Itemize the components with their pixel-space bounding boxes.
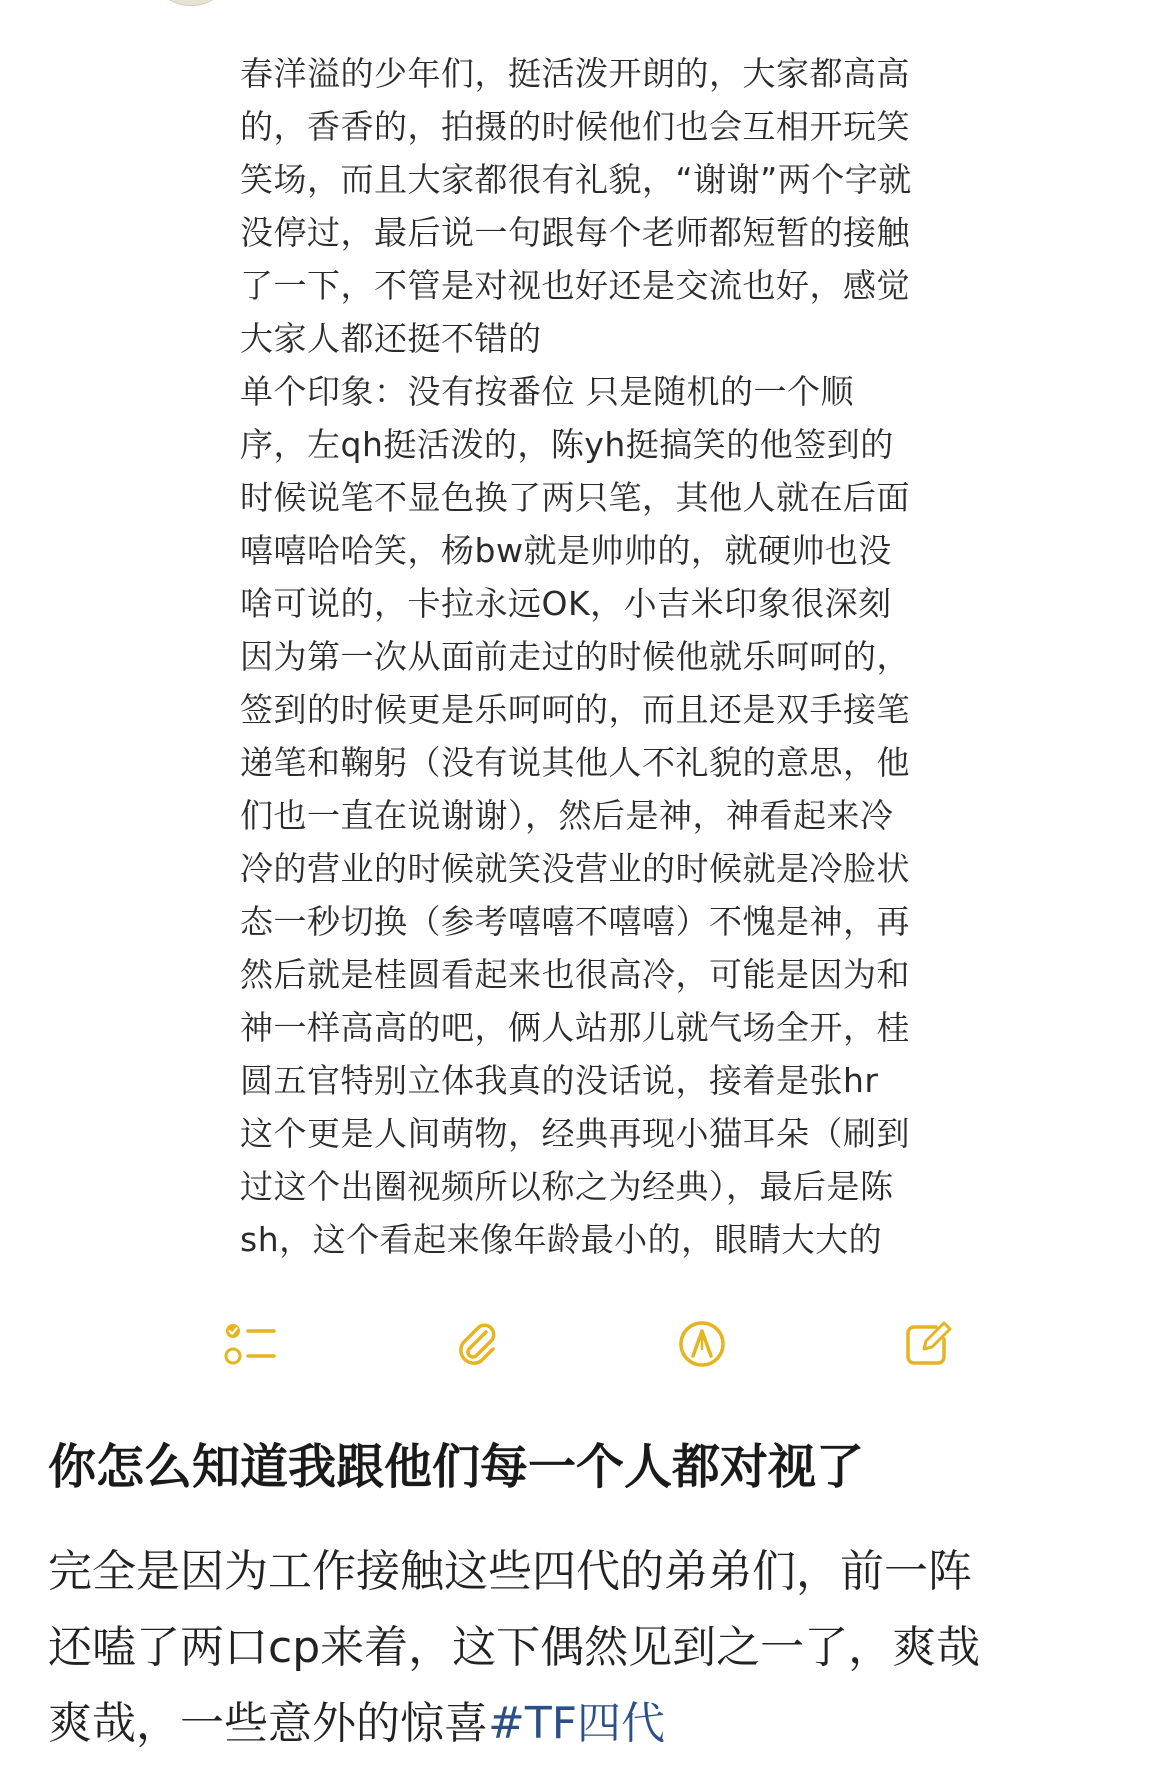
note-line: 了一下，不管是对视也好还是交流也好，感觉 <box>240 266 910 305</box>
note-line: 春洋溢的少年们，挺活泼开朗的，大家都高高 <box>240 54 910 93</box>
note-line: 的，香香的，拍摄的时候他们也会互相开玩笑 <box>240 107 910 146</box>
post-body <box>48 1534 1138 1762</box>
note-line: sh，这个看起来像年龄最小的，眼睛大大的 <box>240 1220 883 1259</box>
markup-pen-icon <box>677 1319 727 1369</box>
note-line: 序，左qh挺活泼的，陈yh挺搞笑的他签到的 <box>240 425 894 464</box>
note-line: 嘻嘻哈哈笑，杨bw就是帅帅的，就硬帅也没 <box>240 531 892 570</box>
note-line: 递笔和鞠躬（没有说其他人不礼貌的意思，他 <box>240 743 910 782</box>
note-line: 单个印象：没有按番位 只是随机的一个顺 <box>240 372 854 411</box>
checklist-icon <box>224 1320 280 1368</box>
checklist-button[interactable] <box>220 1312 284 1376</box>
note-line: 圆五官特别立体我真的没话说，接着是张hr <box>240 1061 879 1100</box>
note-line: 态一秒切换（参考嘻嘻不嘻嘻）不愧是神，再 <box>240 902 910 941</box>
post-body-line <box>48 1686 1138 1762</box>
note-line: 这个更是人间萌物，经典再现小猫耳朵（刷到 <box>240 1114 910 1153</box>
note-toolbar <box>200 1312 980 1382</box>
paperclip-icon <box>453 1318 501 1370</box>
note-line: 啥可说的，卡拉永远OK，小吉米印象很深刻 <box>240 584 892 623</box>
compose-button[interactable] <box>895 1312 959 1376</box>
post-body-line: 还嗑了两口cp来着，这下偶然见到之一了，爽哉 <box>48 1622 981 1673</box>
post-title: 你怎么知道我跟他们每一个人都对视了 <box>48 1439 865 1495</box>
note-line: 神一样高高的吧，俩人站那儿就气场全开，桂 <box>240 1008 910 1047</box>
compose-icon <box>902 1319 952 1369</box>
avatar <box>150 0 232 6</box>
note-line: 没停过，最后说一句跟每个老师都短暂的接触 <box>240 213 910 252</box>
attach-button[interactable] <box>445 1312 509 1376</box>
post-body-line: 完全是因为工作接触这些四代的弟弟们，前一阵 <box>48 1546 972 1597</box>
hashtag-link[interactable]: #TF四代 <box>488 1698 666 1749</box>
note-line: 冷的营业的时候就笑没营业的时候就是冷脸状 <box>240 849 910 888</box>
note-line: 签到的时候更是乐呵呵的，而且还是双手接笔 <box>240 690 910 729</box>
note-line: 然后就是桂圆看起来也很高冷，可能是因为和 <box>240 955 910 994</box>
note-line: 大家人都还挺不错的 <box>240 319 542 358</box>
markup-button[interactable] <box>670 1312 734 1376</box>
note-body <box>240 47 940 1266</box>
note-line: 因为第一次从面前走过的时候他就乐呵呵的， <box>240 637 910 676</box>
post-body-line-text: 爽哉，一些意外的惊喜 <box>48 1698 488 1749</box>
note-line: 过这个出圈视频所以称之为经典），最后是陈 <box>240 1167 894 1206</box>
note-line: 们也一直在说谢谢），然后是神，神看起来冷 <box>240 796 894 835</box>
note-line: 时候说笔不显色换了两只笔，其他人就在后面 <box>240 478 910 517</box>
note-line: 笑场，而且大家都很有礼貌，“谢谢”两个字就 <box>240 160 912 199</box>
